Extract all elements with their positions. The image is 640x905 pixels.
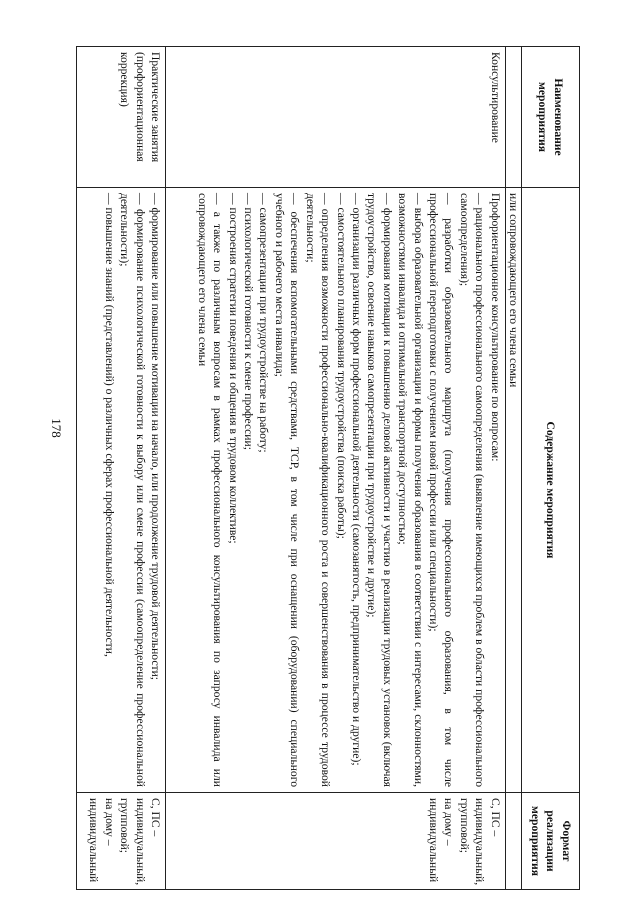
content-item: — рационального профессионального самоопределения (выявление имеющихся проблем в области профессионального самоопределения); [457, 193, 487, 787]
format-line: индивидуальный, групповой; [118, 798, 147, 886]
continuation-format-cell [505, 793, 521, 890]
content-item: — психологической готовности к смене профессии; [242, 193, 256, 450]
format-line: на дому – [102, 798, 116, 846]
row-name: Консультирование [165, 47, 505, 188]
row-content [165, 188, 505, 793]
content-item: — а также по различным вопросам в рамках профессионального консультирования по запросу инвалида или сопровождающего его члена семьи [195, 193, 225, 787]
table-row [165, 47, 505, 890]
row-format [165, 793, 505, 890]
format-line: индивидуальный [87, 798, 101, 883]
content-item: — построения стратегии поведения и общения в трудовом коллективе; [226, 193, 240, 544]
content-item: — повышение знаний (представлений) о различных сферах профессиональной деятельности, [102, 193, 116, 657]
header-name: Наименование мероприятия [522, 47, 580, 188]
page-number: 178 [49, 418, 64, 438]
content-item: — формирование или повышение мотивации на начало, или продолжение трудовой деятельности; [148, 193, 162, 681]
content-item: — организации различных форм профессиональной деятельности (самозанятость, предпринимательство и другие); [349, 193, 363, 766]
content-item: — формирование психологической готовности к выбору или смене профессии (самоопределение профессиональной деятельности); [118, 193, 147, 787]
table-row [77, 47, 166, 890]
format-line: С, ПС – [148, 798, 162, 837]
content-item: — определения возможности профессионально-квалификационного роста и совершенствования в процессе трудовой деятельности; [303, 193, 333, 787]
content-item: — разработки образовательного маршрута (получения профессионального образования, в том числе профессиональной переподготовки с получением новой профессии или специальности); [426, 193, 456, 787]
measures-table [76, 46, 580, 890]
continuation-name-cell [505, 47, 521, 188]
format-line: С, ПС – [488, 798, 502, 837]
content-item: — выбора образовательной организации и формы получения образования в соответствии с интересами, склонностями, возможностями инвалида и оптимальной транспортной доступностью; [396, 193, 425, 787]
content-item: Профориентационное консультирование по вопросам: [488, 193, 502, 462]
header-format: Формат реализации мероприятия [522, 793, 580, 890]
content-item: — самостоятельного планирования трудоустройства (поиска работы); [334, 193, 348, 539]
rotated-table-sheet [76, 46, 580, 890]
row-content [77, 188, 166, 793]
continuation-row [505, 47, 521, 890]
content-item: — формирования мотивации к повышению деловой активности и участию в реализации трудовых установок (включая трудоустройство, освоение навыков самопрезентации при трудоустройстве и другие); [365, 193, 394, 787]
header-content: Содержание мероприятия [522, 188, 580, 793]
format-line: индивидуальный, групповой; [457, 798, 487, 886]
continuation-text: или сопровождающего его члена семьи [505, 188, 521, 793]
content-item: — самопрезентации при трудоустройстве на работу; [257, 193, 271, 453]
content-item: — обеспечения вспомогательными средствами, ТСР, в том числе при оснащении (оборудовании) специального учебного и рабочего места инвалида; [272, 193, 302, 787]
row-format [77, 793, 166, 890]
format-line: индивидуальный [426, 798, 440, 883]
table-header-row [522, 47, 580, 890]
format-line: на дому – [442, 798, 456, 846]
row-name: Практические занятия (профориентационная коррекция) [77, 47, 166, 188]
